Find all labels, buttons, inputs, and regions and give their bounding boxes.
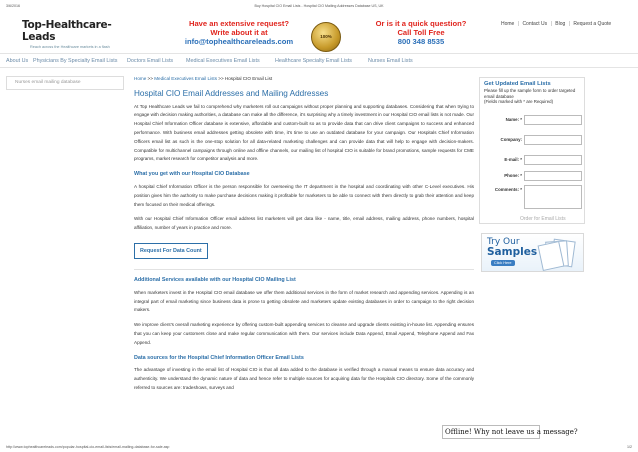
phone-input[interactable]	[524, 171, 582, 181]
breadcrumb-sep: >>	[146, 76, 155, 81]
breadcrumb-parent[interactable]: Medical Executives Email Lists	[154, 76, 217, 81]
main-content	[134, 75, 474, 399]
chat-widget[interactable]: Offline! Why not leave us a message?	[442, 425, 540, 439]
promo-phone[interactable]: 800 348 8535	[397, 37, 445, 46]
print-header	[0, 2, 638, 10]
divider	[134, 269, 474, 270]
phone-label: Phone: *	[504, 173, 522, 178]
top-nav-home[interactable]: Home	[501, 21, 515, 27]
sources-paragraph-1: The advantage of investing in the email list of Hospital CIO is that all data added to the database is verified through a manual means to ensure data accuracy and authenticity. We understand the dynamic nature of data and hence refer to multiple sources for acquiring data for the Hospitals CIO directory. Some of the commonly referred to sources are: tradeshows, surveys and	[134, 367, 474, 390]
top-nav-request-quote[interactable]: Request a Quote	[573, 21, 612, 27]
intro-paragraph: At Top Healthcare Leads we fail to comprehend why marketers roll out campaigns without proper planning and supporting databases. Considering that when trying to engage with decision making authorities, a database can make all the difference, it's surprising why a timely investment in our Hospital CIO email lists is not made. Our Hospital Chief Information Officer database is extensive, affordable and custom-built so as to provide data that can drive client campaigns to success and enhanced performance. With business email addresses getting obsolete with time, it's time to use an outdated database for your campaign. Our Hospitals Chief Information Officers email list as such is the one-stop solution for all data-related marketing challenges and can provide data that will help to engage with decision-makers. Compatible for multichannel campaigns through online and offline channels, our mailing list of hospital CIO is suitable for brand promotions, sample requests for CME programs, market research for competitor analysis and more.	[134, 103, 474, 162]
top-nav-separator: |	[568, 21, 570, 27]
additional-paragraph-2: We improve client's overall marketing experience by offering custom-built appending services to cleanse and upgrade clients existing in-house list. Appending ensures that you can keep your customers close and make regular communication with them. Our services include Data Append, Email Append, Telephone Append and Fax Append.	[134, 322, 474, 345]
nav-about-us[interactable]: About Us	[6, 58, 29, 64]
promo-quick-question	[369, 19, 473, 46]
comments-label: Comments: *	[494, 187, 522, 192]
logo-tagline: Reach across the Healthcare markets in a flash	[30, 45, 110, 49]
nav-physicians-by-specialty[interactable]: Physicians By Specialty Email Lists	[33, 58, 118, 64]
what-paragraph-2: With our Hospital Chief Information Officer email address list marketers will get data like - name, title, email address, mailing address, phone numbers, hospital affiliation, number of years in practice and more.	[134, 216, 474, 231]
logo-name: Top-Healthcare-Leads	[22, 19, 112, 43]
print-page-number: 1/2	[627, 445, 632, 449]
samples-line1: Try Our	[487, 237, 520, 247]
top-nav-separator: |	[550, 21, 552, 27]
breadcrumb-sep: >>	[217, 76, 225, 81]
promo-left-line1: Have an extensive request?	[188, 19, 290, 28]
main-nav	[0, 53, 638, 68]
nav-medical-executives[interactable]: Medical Executives Email Lists	[186, 58, 260, 64]
print-date: 3/6/2016	[6, 4, 20, 8]
top-nav-blog[interactable]: Blog	[555, 21, 566, 27]
promo-extensive-request	[178, 19, 300, 46]
breadcrumb	[134, 75, 474, 84]
guarantee-badge-icon	[311, 22, 341, 52]
section-heading-data-sources: Data sources for the Hospital Chief Information Officer Email Lists	[134, 354, 304, 361]
order-form	[479, 77, 585, 224]
nav-doctors[interactable]: Doctors Email Lists	[127, 58, 174, 64]
samples-click-here-button[interactable]: Click Here	[491, 260, 515, 266]
sidebar-nurses-label: Nurses email mailing database	[15, 80, 81, 85]
name-input[interactable]	[524, 115, 582, 125]
site-logo[interactable]	[22, 19, 140, 53]
what-paragraph-1: A hospital Chief Information Officer is the person responsible for overseeing the IT department in the hospital and coordinating with other C-Level executives. His position gives him the authority to make purchase decisions making it profitable for marketers to be able to connect with them directly to grab their attention and keep them focused on their medical offerings.	[134, 183, 474, 207]
form-required-note: (Fields marked with * are Required)	[484, 99, 554, 105]
order-email-lists-button[interactable]: Order for Email Lists	[520, 216, 566, 222]
nav-nurses[interactable]: Nurses Email Lists	[368, 58, 413, 64]
comments-textarea[interactable]	[524, 185, 582, 209]
promo-right-line2: Call Toll Free	[397, 28, 445, 37]
section-heading-additional-services: Additional Services available with our Hospital CIO Mailing List	[134, 276, 296, 283]
promo-email-link[interactable]: info@tophealthcareleads.com	[184, 37, 294, 46]
form-title: Get Updated Email Lists	[484, 81, 551, 87]
print-url: http://www.tophealthcareleads.com/popular-hospital-cio-email-lists/email-mailing-database-for-sale.asp	[6, 445, 170, 449]
sidebar-nurses-link[interactable]	[6, 76, 124, 90]
promo-left-line2: Write about it at	[210, 28, 268, 37]
nav-healthcare-specialty[interactable]: Healthcare Specialty Email Lists	[275, 58, 352, 64]
badge-text: 100%	[320, 34, 332, 39]
name-label: Name: *	[505, 117, 522, 122]
documents-icon	[540, 240, 578, 270]
breadcrumb-home[interactable]: Home	[134, 76, 147, 81]
breadcrumb-current: Hospital CIO Email List	[224, 76, 273, 81]
top-nav	[500, 21, 612, 27]
additional-paragraph-1: When marketers invest in the Hospital CIO email database we offer them additional services in the form of market research and appending services. Appending is an integral part of email marketing since business data is prone to getting obsolete and marketers update existing databases in order to campaign to the right decision makers.	[134, 289, 474, 313]
email-label: E-mail: *	[504, 157, 522, 162]
samples-line2: Samples	[487, 246, 538, 258]
email-input[interactable]	[524, 155, 582, 165]
page-title: Hospital CIO Email Addresses and Mailing Addresses	[134, 88, 329, 98]
form-description: Please fill up the sample form to order targeted email database	[484, 88, 576, 99]
top-nav-separator: |	[517, 21, 520, 27]
request-data-count-button[interactable]: Request For Data Count	[134, 243, 208, 259]
section-heading-what-you-get: What you get with our Hospital CIO Database	[134, 171, 250, 178]
company-label: Company:	[500, 137, 522, 142]
top-nav-contact[interactable]: Contact Us	[522, 21, 548, 27]
promo-right-line1: Or is it a quick question?	[375, 19, 467, 28]
try-samples-banner[interactable]	[481, 233, 584, 272]
company-input[interactable]	[524, 135, 582, 145]
print-page-title: Buy Hospital CIO Email Lists - Hospital CIO Mailing Addresses Database US, UK	[254, 4, 384, 8]
